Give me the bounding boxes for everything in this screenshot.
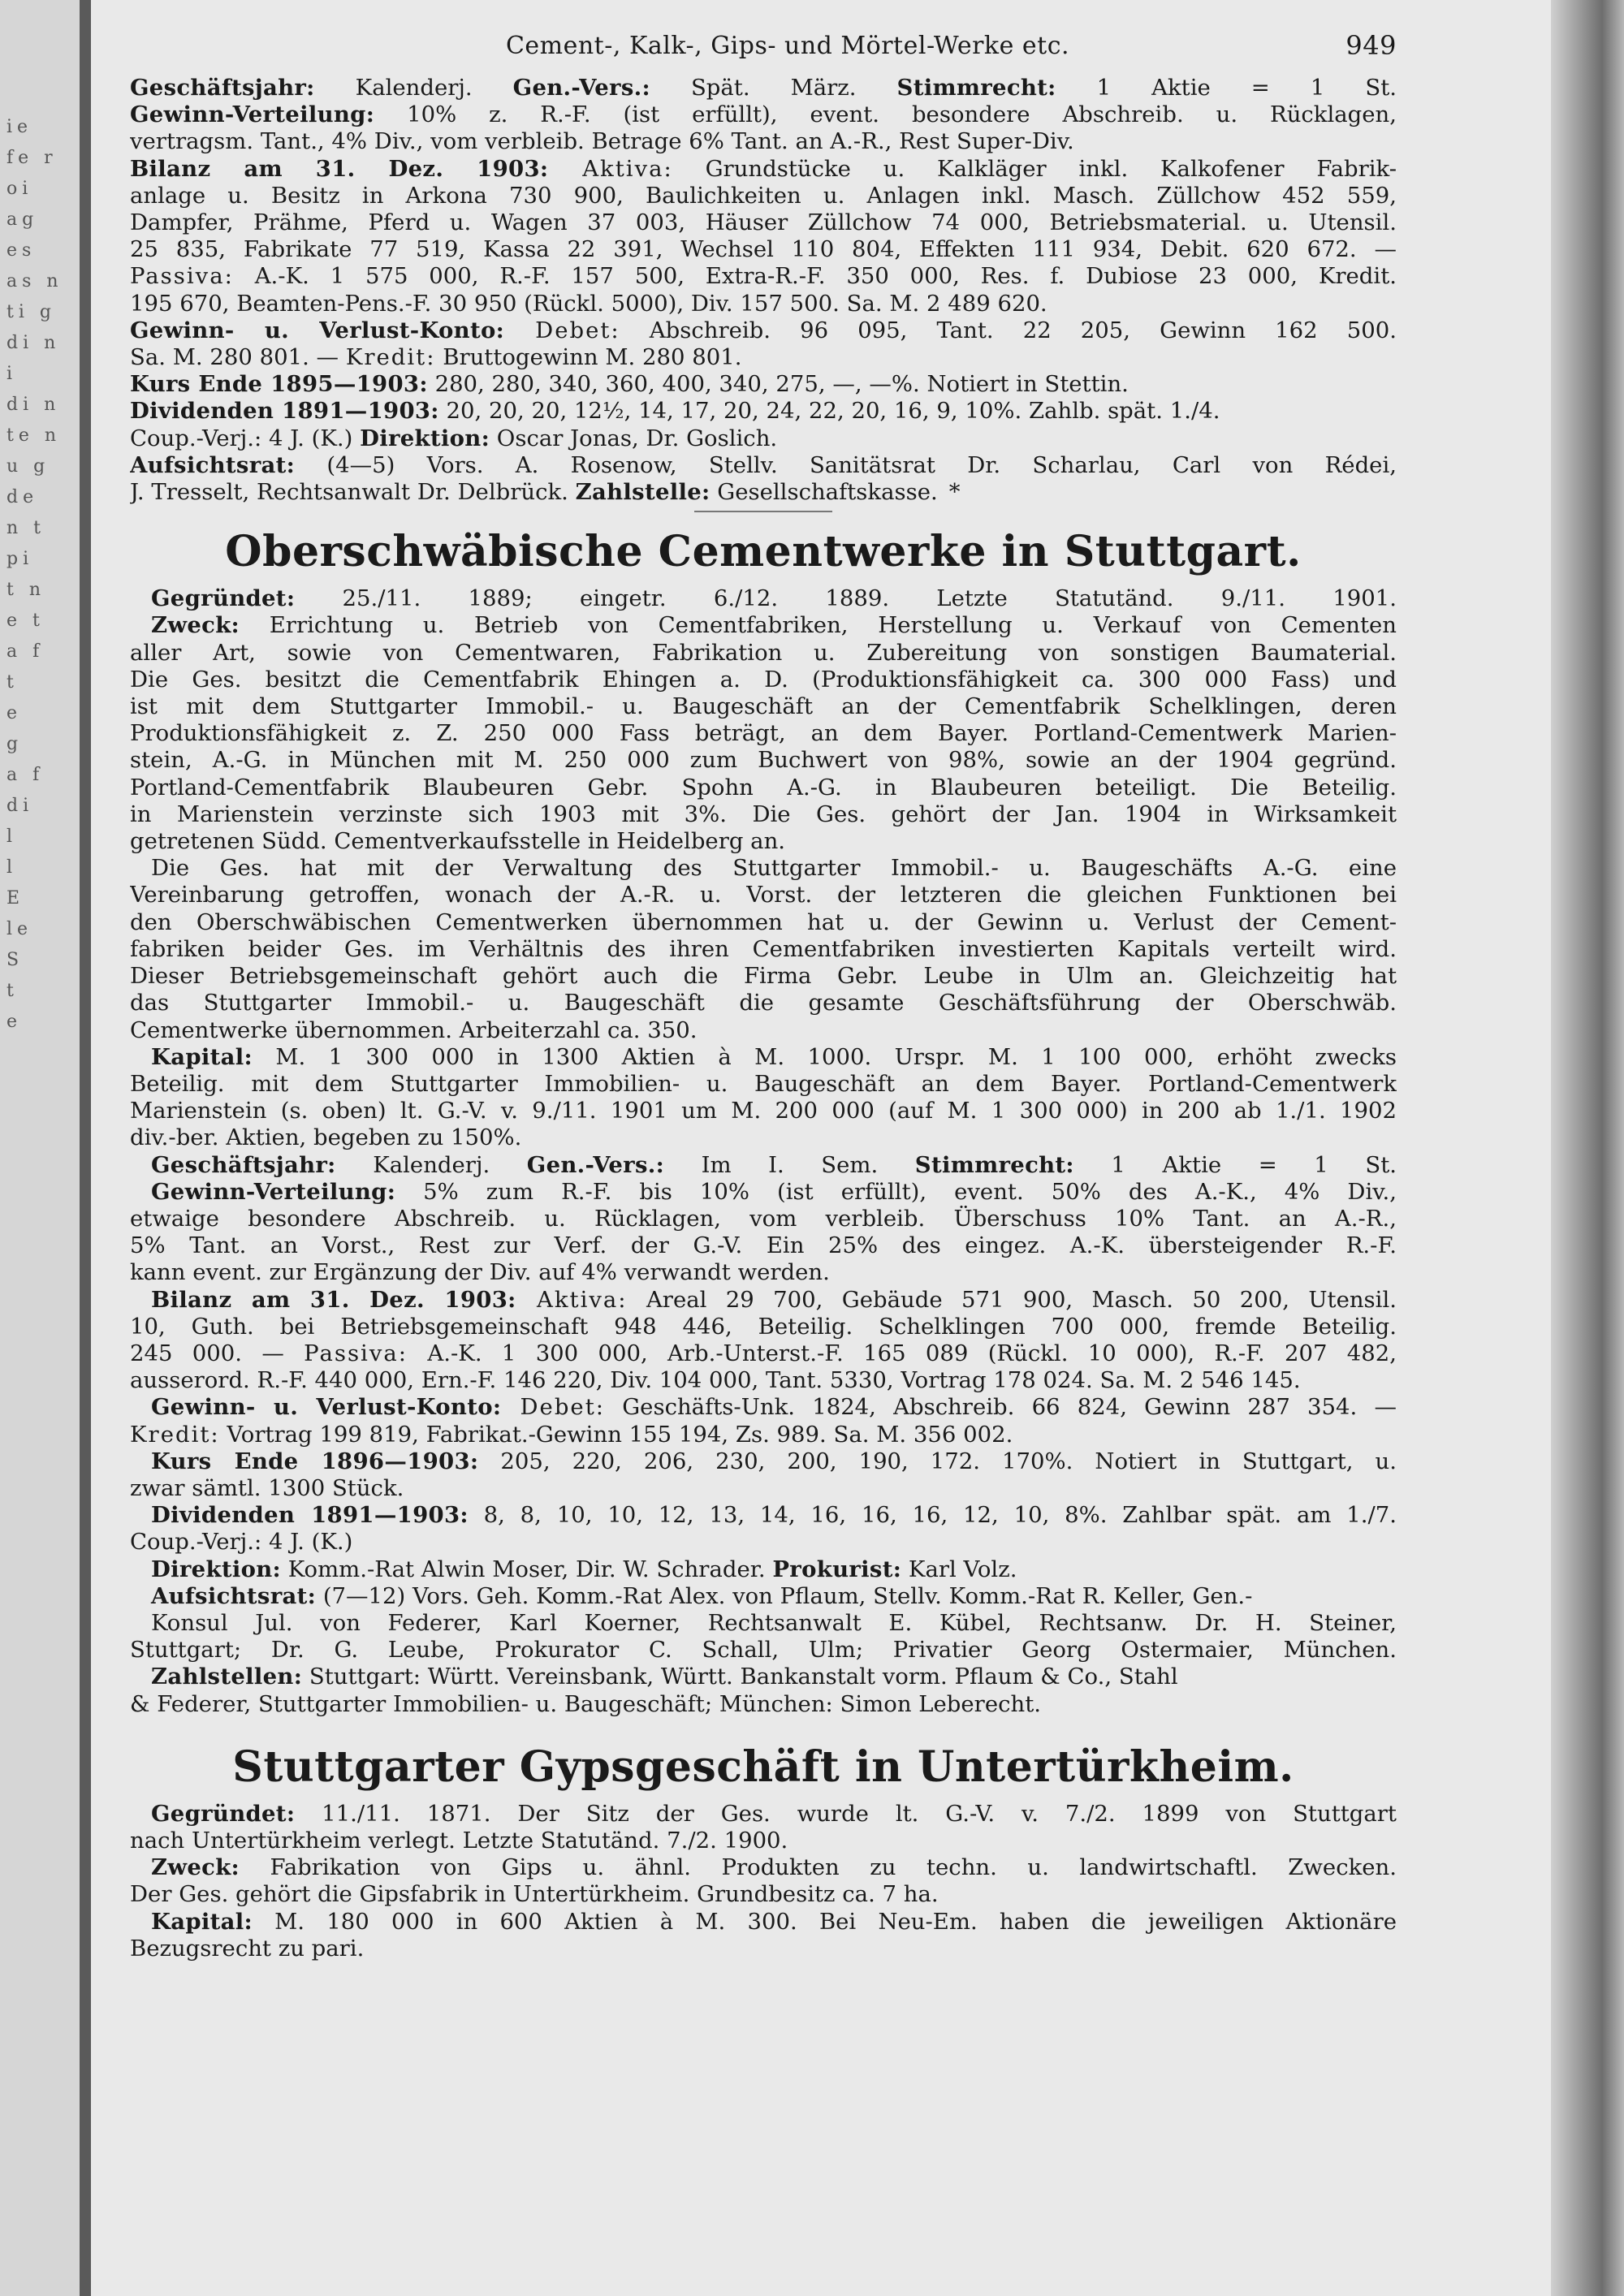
- text-line: [130, 1610, 1397, 1637]
- text-line: [130, 1801, 1397, 1828]
- text-line: [130, 1367, 1397, 1394]
- text-line: [130, 1098, 1397, 1124]
- text-line: [130, 693, 1397, 720]
- text-line: [130, 640, 1397, 667]
- text-run: Beteilig. mit dem Stuttgarter Immobilien- u. Baugeschäft an dem Bayer. Portland-Cementwerk: [130, 1070, 1397, 1097]
- spaced-label: Aktiva:: [548, 155, 673, 182]
- text-run: stein, A.-G. in München mit M. 250 000 zum Buchwert von 98%, sowie an der 1904 gegründ.: [130, 747, 1397, 774]
- margin-fragment: S: [6, 950, 24, 970]
- document-page: [130, 32, 1397, 1962]
- text-run: 280, 280, 340, 360, 400, 340, 275, —, —%. Notiert in Stettin.: [427, 371, 1129, 398]
- text-line: [130, 317, 1397, 344]
- text-run: fabriken beider Ges. im Verhältnis des ihren Cementfabriken investierten Kapitals verteilt wird.: [130, 935, 1397, 962]
- margin-fragment: ti g: [6, 302, 56, 322]
- spaced-label: Passiva:: [130, 263, 234, 290]
- text-run: Errichtung u. Betrieb von Cementfabriken, Herstellung u. Verkauf von Cementen: [240, 612, 1397, 639]
- margin-fragment: de: [6, 487, 39, 507]
- text-run: vertragsm. Tant., 4% Div., vom verbleib. Betrage 6% Tant. an A.-R., Rest Super-Div.: [130, 128, 1074, 155]
- margin-fragment: ag: [6, 209, 39, 230]
- text-run: Cementwerke übernommen. Arbeiterzahl ca. 350.: [130, 1016, 698, 1043]
- text-run: 245 000. —: [130, 1340, 304, 1366]
- field-label: Kapital:: [151, 1043, 253, 1070]
- text-run: Gesellschaftskasse.: [710, 479, 938, 506]
- header-title: Cement-, Kalk-, Gips- und Mörtel-Werke etc.: [505, 32, 1070, 60]
- field-label: Zweck:: [151, 612, 240, 639]
- text-line: [130, 667, 1397, 693]
- text-run: 8, 8, 10, 10, 12, 13, 14, 16, 16, 16, 12, 10, 8%. Zahlbar spät. am 1./7.: [468, 1502, 1397, 1529]
- text-line: [130, 747, 1397, 774]
- section-oberschwaebische: [130, 585, 1397, 1718]
- end-mark: *: [948, 479, 961, 506]
- spaced-label: Debet:: [501, 1394, 606, 1421]
- text-line: [130, 1394, 1397, 1421]
- text-run: 25 835, Fabrikate 77 519, Kassa 22 391, Wechsel 110 804, Effekten 111 934, Debit. 620 672. —: [130, 236, 1397, 263]
- field-label: Gewinn-Verteilung:: [130, 101, 375, 128]
- text-line: [130, 75, 1397, 101]
- text-run: Dampfer, Prähme, Pferd u. Wagen 37 003, Häuser Züllchow 74 000, Betriebsmaterial. u. Utensil.: [130, 209, 1397, 236]
- margin-fragment: a f: [6, 765, 45, 785]
- text-run: 10, Guth. bei Betriebsgemeinschaft 948 446, Beteilig. Schelklingen 700 000, fremde Beteilig.: [130, 1313, 1397, 1340]
- text-line: [130, 156, 1397, 183]
- text-line: [130, 291, 1397, 317]
- field-label: Aufsichtsrat:: [151, 1582, 317, 1609]
- spaced-label: Debet:: [504, 317, 620, 343]
- margin-fragment: le: [6, 919, 33, 939]
- spaced-label: Passiva:: [304, 1340, 408, 1366]
- text-line: [130, 1529, 1397, 1556]
- text-run: Grundstücke u. Kalkläger inkl. Kalkofener Fabrik-: [672, 155, 1397, 182]
- field-label: Stimmrecht:: [914, 1151, 1074, 1178]
- text-run: Spät. März.: [650, 75, 897, 101]
- text-run: 195 670, Beamten-Pens.-F. 30 950 (Rückl. 5000), Div. 157 500. Sa. M. 2 489 620.: [130, 290, 1047, 317]
- text-run: Kalenderj.: [314, 75, 513, 101]
- text-run: Stuttgart: Württ. Vereinsbank, Württ. Bankanstalt vorm. Pflaum & Co., Stahl: [302, 1664, 1178, 1690]
- field-label: Aufsichtsrat:: [130, 451, 296, 478]
- text-line: [130, 183, 1397, 209]
- text-run: 1 Aktie = 1 St.: [1073, 1151, 1397, 1178]
- text-run: Bruttogewinn M. 280 801.: [435, 344, 742, 371]
- text-run: aller Art, sowie von Cementwaren, Fabrikation u. Zubereitung von sonstigen Baumaterial.: [130, 639, 1397, 666]
- text-line: [130, 1854, 1397, 1881]
- text-run: 25./11. 1889; eingetr. 6./12. 1889. Letzte Statutänd. 9./11. 1901.: [295, 585, 1397, 612]
- text-run: (4—5) Vors. A. Rosenow, Stellv. Sanitätsrat Dr. Scharlau, Carl von Rédei,: [295, 451, 1397, 478]
- text-run: Vortrag 199 819, Fabrikat.-Gewinn 155 194, Zs. 989. Sa. M. 356 002.: [219, 1421, 1013, 1448]
- text-line: [130, 828, 1397, 855]
- page-number: 949: [1345, 30, 1397, 61]
- spaced-label: Aktiva:: [516, 1286, 628, 1313]
- margin-fragment: e t: [6, 611, 45, 631]
- text-run: A.-K. 1 575 000, R.-F. 157 500, Extra-R.-F. 350 000, Res. f. Dubiose 23 000, Kredit.: [233, 263, 1397, 290]
- field-label: Bilanz am 31. Dez. 1903:: [151, 1286, 516, 1313]
- text-run: div.-ber. Aktien, begeben zu 150%.: [130, 1124, 522, 1151]
- text-line: [130, 585, 1397, 612]
- text-run: Portland-Cementfabrik Blaubeuren Gebr. Spohn A.-G. in Blaubeuren beteiligt. Die Beteilig.: [130, 774, 1397, 801]
- company-title-oberschwaebische: Oberschwäbische Cementwerke in Stuttgart.: [225, 527, 1302, 577]
- field-label: Kapital:: [151, 1908, 253, 1935]
- text-line: [130, 398, 1397, 425]
- text-run: M. 180 000 in 600 Aktien à M. 300. Bei Neu-Em. haben die jeweiligen Aktionäre: [252, 1908, 1397, 1935]
- text-line: [130, 452, 1397, 479]
- field-label: Zweck:: [151, 1854, 240, 1881]
- margin-fragment: te n: [6, 425, 62, 446]
- text-line: [130, 882, 1397, 908]
- field-label: Zahlstelle:: [575, 479, 710, 506]
- text-line: [130, 1259, 1397, 1286]
- running-header: [130, 32, 1397, 75]
- text-line: [130, 936, 1397, 963]
- text-run: in Marienstein verzinste sich 1903 mit 3%. Die Ges. gehört der Jan. 1904 in Wirksamkeit: [130, 801, 1397, 827]
- text-run: anlage u. Besitz in Arkona 730 900, Baulichkeiten u. Anlagen inkl. Masch. Züllchow 452 559,: [130, 182, 1397, 209]
- text-line: [130, 425, 1397, 452]
- text-run: A.-K. 1 300 000, Arb.-Unterst.-F. 165 089 (Rückl. 10 000), R.-F. 207 482,: [408, 1340, 1397, 1366]
- text-line: [130, 801, 1397, 828]
- text-line: [130, 1637, 1397, 1664]
- field-label: Gegründet:: [151, 585, 296, 612]
- text-run: Im I. Sem.: [664, 1151, 915, 1178]
- margin-fragment: ie: [6, 117, 33, 137]
- text-line: [130, 909, 1397, 936]
- text-run: Der Ges. gehört die Gipsfabrik in Untertürkheim. Grundbesitz ca. 7 ha.: [130, 1881, 939, 1908]
- text-line: [130, 209, 1397, 236]
- text-line: [130, 479, 1397, 506]
- field-label: Stimmrecht:: [896, 75, 1056, 101]
- field-label: Kurs Ende 1896—1903:: [151, 1448, 479, 1474]
- text-line: [130, 1828, 1397, 1854]
- text-run: Marienstein (s. oben) lt. G.-V. v. 9./11. 1901 um M. 200 000 (auf M. 1 300 000) in 200 ab 1./1. 1902: [130, 1098, 1397, 1124]
- field-label: Zahlstellen:: [151, 1664, 303, 1690]
- text-line: [130, 1583, 1397, 1610]
- text-line: [130, 1909, 1397, 1936]
- text-run: kann event. zur Ergänzung der Div. auf 4% verwandt werden.: [130, 1259, 830, 1286]
- margin-fragment: e: [6, 1012, 23, 1032]
- text-run: M. 1 300 000 in 1300 Aktien à M. 1000. Urspr. M. 1 100 000, erhöht zwecks: [252, 1043, 1397, 1070]
- text-line: [130, 1179, 1397, 1206]
- text-line: [130, 1422, 1397, 1448]
- text-run: Karl Volz.: [901, 1556, 1017, 1582]
- text-run: 20, 20, 20, 12½, 14, 17, 20, 24, 22, 20, 16, 9, 10%. Zahlb. spät. 1./4.: [438, 398, 1220, 425]
- text-run: Oscar Jonas, Dr. Goslich.: [490, 425, 778, 451]
- margin-fragment: i: [6, 364, 18, 384]
- field-label: Gewinn-Verteilung:: [151, 1178, 396, 1205]
- text-line: [130, 236, 1397, 263]
- margin-fragment: l: [6, 857, 18, 878]
- margin-fragment: n t: [6, 518, 46, 538]
- margin-fragment: oi: [6, 179, 33, 199]
- text-run: ausserord. R.-F. 440 000, Ern.-F. 146 220, Div. 104 000, Tant. 5330, Vortrag 178 024. Sa. M. 2 546 145.: [130, 1367, 1301, 1394]
- text-line: [130, 1936, 1397, 1962]
- field-label: Geschäftsjahr:: [130, 75, 315, 101]
- text-line: [130, 1448, 1397, 1475]
- text-run: Sa. M. 280 801. —: [130, 344, 346, 371]
- margin-fragment: l: [6, 826, 18, 847]
- text-run: Die Ges. besitzt die Cementfabrik Ehingen a. D. (Produktionsfähigkeit ca. 300 000 Fass) und: [130, 666, 1397, 693]
- company-title-gypsgeschaeft: Stuttgarter Gypsgeschäft in Untertürkheim.: [232, 1741, 1294, 1792]
- text-run: Bezugsrecht zu pari.: [130, 1935, 365, 1962]
- text-run: 5% Tant. an Vorst., Rest zur Verf. der G.-V. Ein 25% des eingez. A.-K. übersteigender R.-F.: [130, 1232, 1397, 1259]
- margin-fragment: di n: [6, 395, 61, 415]
- margin-fragment: fe r: [6, 148, 58, 168]
- text-line: [130, 775, 1397, 801]
- field-label: Prokurist:: [772, 1556, 902, 1582]
- margin-fragment: as n: [6, 271, 63, 291]
- text-run: getretenen Südd. Cementverkaufsstelle in Heidelberg an.: [130, 828, 786, 855]
- text-run: & Federer, Stuttgarter Immobilien- u. Baugeschäft; München: Simon Leberecht.: [130, 1690, 1042, 1717]
- spaced-label: Kredit:: [130, 1421, 220, 1448]
- text-run: Fabrikation von Gips u. ähnl. Produkten zu techn. u. landwirtschaftl. Zwecken.: [240, 1854, 1397, 1881]
- text-run: Areal 29 700, Gebäude 571 900, Masch. 50 200, Utensil.: [627, 1286, 1397, 1313]
- text-run: Kalenderj.: [335, 1151, 527, 1178]
- section-previous-company: [130, 75, 1397, 506]
- text-line: [130, 990, 1397, 1016]
- text-line: [130, 1475, 1397, 1502]
- text-line: [130, 1314, 1397, 1340]
- text-run: nach Untertürkheim verlegt. Letzte Statutänd. 7./2. 1900.: [130, 1827, 788, 1854]
- text-run: 5% zum R.-F. bis 10% (ist erfüllt), event. 50% des A.-K., 4% Div.,: [395, 1178, 1397, 1205]
- field-label: Gen.-Vers.:: [512, 75, 650, 101]
- field-label: Bilanz am 31. Dez. 1903:: [130, 155, 549, 182]
- field-label: Dividenden 1891—1903:: [130, 398, 439, 425]
- margin-fragment: di n: [6, 333, 61, 353]
- margin-fragment: pi: [6, 549, 34, 569]
- text-run: 11./11. 1871. Der Sitz der Ges. wurde lt. G.-V. v. 7./2. 1899 von Stuttgart: [295, 1800, 1397, 1827]
- text-run: zwar sämtl. 1300 Stück.: [130, 1474, 404, 1501]
- margin-fragment: t: [6, 981, 19, 1001]
- text-line: [130, 1287, 1397, 1314]
- spaced-label: Kredit:: [345, 344, 436, 371]
- text-line: [130, 1124, 1397, 1151]
- margin-fragment: g: [6, 734, 24, 754]
- page-right-edge: [1551, 0, 1624, 2296]
- text-line: [130, 1502, 1397, 1529]
- text-line: [130, 1881, 1397, 1908]
- field-label: Gegründet:: [151, 1800, 296, 1827]
- margin-fragment: a f: [6, 641, 45, 662]
- text-run: das Stuttgarter Immobil.- u. Baugeschäft die gesamte Geschäftsführung der Oberschwäb.: [130, 990, 1397, 1016]
- field-label: Dividenden 1891—1903:: [151, 1502, 469, 1529]
- field-label: Gewinn- u. Verlust-Konto:: [151, 1394, 502, 1421]
- margin-fragment: di: [6, 796, 34, 816]
- margin-fragment: t n: [6, 580, 46, 600]
- text-run: 10% z. R.-F. (ist erfüllt), event. besondere Abschreib. u. Rücklagen,: [374, 101, 1397, 128]
- text-line: [130, 1340, 1397, 1367]
- margin-fragment: es: [6, 240, 37, 261]
- text-run: ist mit dem Stuttgarter Immobil.- u. Baugeschäft an der Cementfabrik Schelklingen, deren: [130, 693, 1397, 720]
- text-run: den Oberschwäbischen Cementwerken übernommen hat u. der Gewinn u. Verlust der Cement-: [130, 908, 1397, 935]
- text-line: [130, 1044, 1397, 1071]
- margin-fragment: u g: [6, 456, 50, 477]
- field-label: Kurs Ende 1895—1903:: [130, 371, 428, 398]
- text-run: etwaige besondere Abschreib. u. Rücklagen, vom verbleib. Überschuss 10% Tant. an A.-R.,: [130, 1205, 1397, 1232]
- text-run: Coup.-Verj.: 4 J. (K.): [130, 1529, 353, 1556]
- margin-fragment: E: [6, 888, 25, 908]
- text-line: [130, 1691, 1397, 1718]
- section-gypsgeschaeft: [130, 1801, 1397, 1962]
- margin-fragment: t: [6, 672, 19, 693]
- text-line: [130, 963, 1397, 990]
- text-line: [130, 371, 1397, 398]
- text-line: [130, 1232, 1397, 1259]
- text-run: Abschreib. 96 095, Tant. 22 205, Gewinn 162 500.: [620, 317, 1397, 343]
- text-run: Geschäfts-Unk. 1824, Abschreib. 66 824, Gewinn 287 354. —: [605, 1394, 1397, 1421]
- text-run: Dieser Betriebsgemeinschaft gehört auch die Firma Gebr. Leube in Ulm an. Gleichzeitig hat: [130, 963, 1397, 990]
- text-run: Konsul Jul. von Federer, Karl Koerner, Rechtsanwalt E. Kübel, Rechtsanw. Dr. H. Steiner,: [151, 1609, 1397, 1636]
- text-line: [130, 855, 1397, 882]
- text-run: Komm.-Rat Alwin Moser, Dir. W. Schrader.: [280, 1556, 773, 1582]
- field-label: Direktion:: [360, 425, 490, 451]
- text-line: [130, 263, 1397, 290]
- text-line: [130, 1206, 1397, 1232]
- text-line: [130, 720, 1397, 747]
- field-label: Gewinn- u. Verlust-Konto:: [130, 317, 505, 343]
- margin-fragment: e: [6, 703, 23, 723]
- text-run: Vereinbarung getroffen, wonach der A.-R. u. Vorst. der letzteren die gleichen Funktionen bei: [130, 882, 1397, 908]
- text-run: Produktionsfähigkeit z. Z. 250 000 Fass beträgt, an dem Bayer. Portland-Cementwerk Marien-: [130, 720, 1397, 747]
- left-margin-strip: [0, 0, 91, 2296]
- text-line: [130, 1152, 1397, 1179]
- field-label: Gen.-Vers.:: [526, 1151, 665, 1178]
- text-line: [130, 344, 1397, 371]
- text-run: Die Ges. hat mit der Verwaltung des Stuttgarter Immobil.- u. Baugeschäfts A.-G. eine: [151, 855, 1397, 882]
- text-line: [130, 612, 1397, 639]
- text-line: [130, 1071, 1397, 1098]
- text-run: 205, 220, 206, 230, 200, 190, 172. 170%. Notiert in Stuttgart, u.: [478, 1448, 1397, 1474]
- text-run: (7—12) Vors. Geh. Komm.-Rat Alex. von Pflaum, Stellv. Komm.-Rat R. Keller, Gen.-: [316, 1582, 1253, 1609]
- text-run: 1 Aktie = 1 St.: [1056, 75, 1397, 101]
- field-label: Geschäftsjahr:: [151, 1151, 336, 1178]
- text-line: [130, 1664, 1397, 1690]
- text-line: [130, 1556, 1397, 1583]
- text-line: [130, 128, 1397, 155]
- text-run: J. Tresselt, Rechtsanwalt Dr. Delbrück.: [130, 479, 576, 506]
- text-line: [130, 101, 1397, 128]
- field-label: Direktion:: [151, 1556, 281, 1582]
- text-run: Coup.-Verj.: 4 J. (K.): [130, 425, 361, 451]
- section-divider: [694, 511, 832, 512]
- text-run: Stuttgart; Dr. G. Leube, Prokurator C. Schall, Ulm; Privatier Georg Ostermaier, München.: [130, 1637, 1397, 1664]
- text-line: [130, 1017, 1397, 1044]
